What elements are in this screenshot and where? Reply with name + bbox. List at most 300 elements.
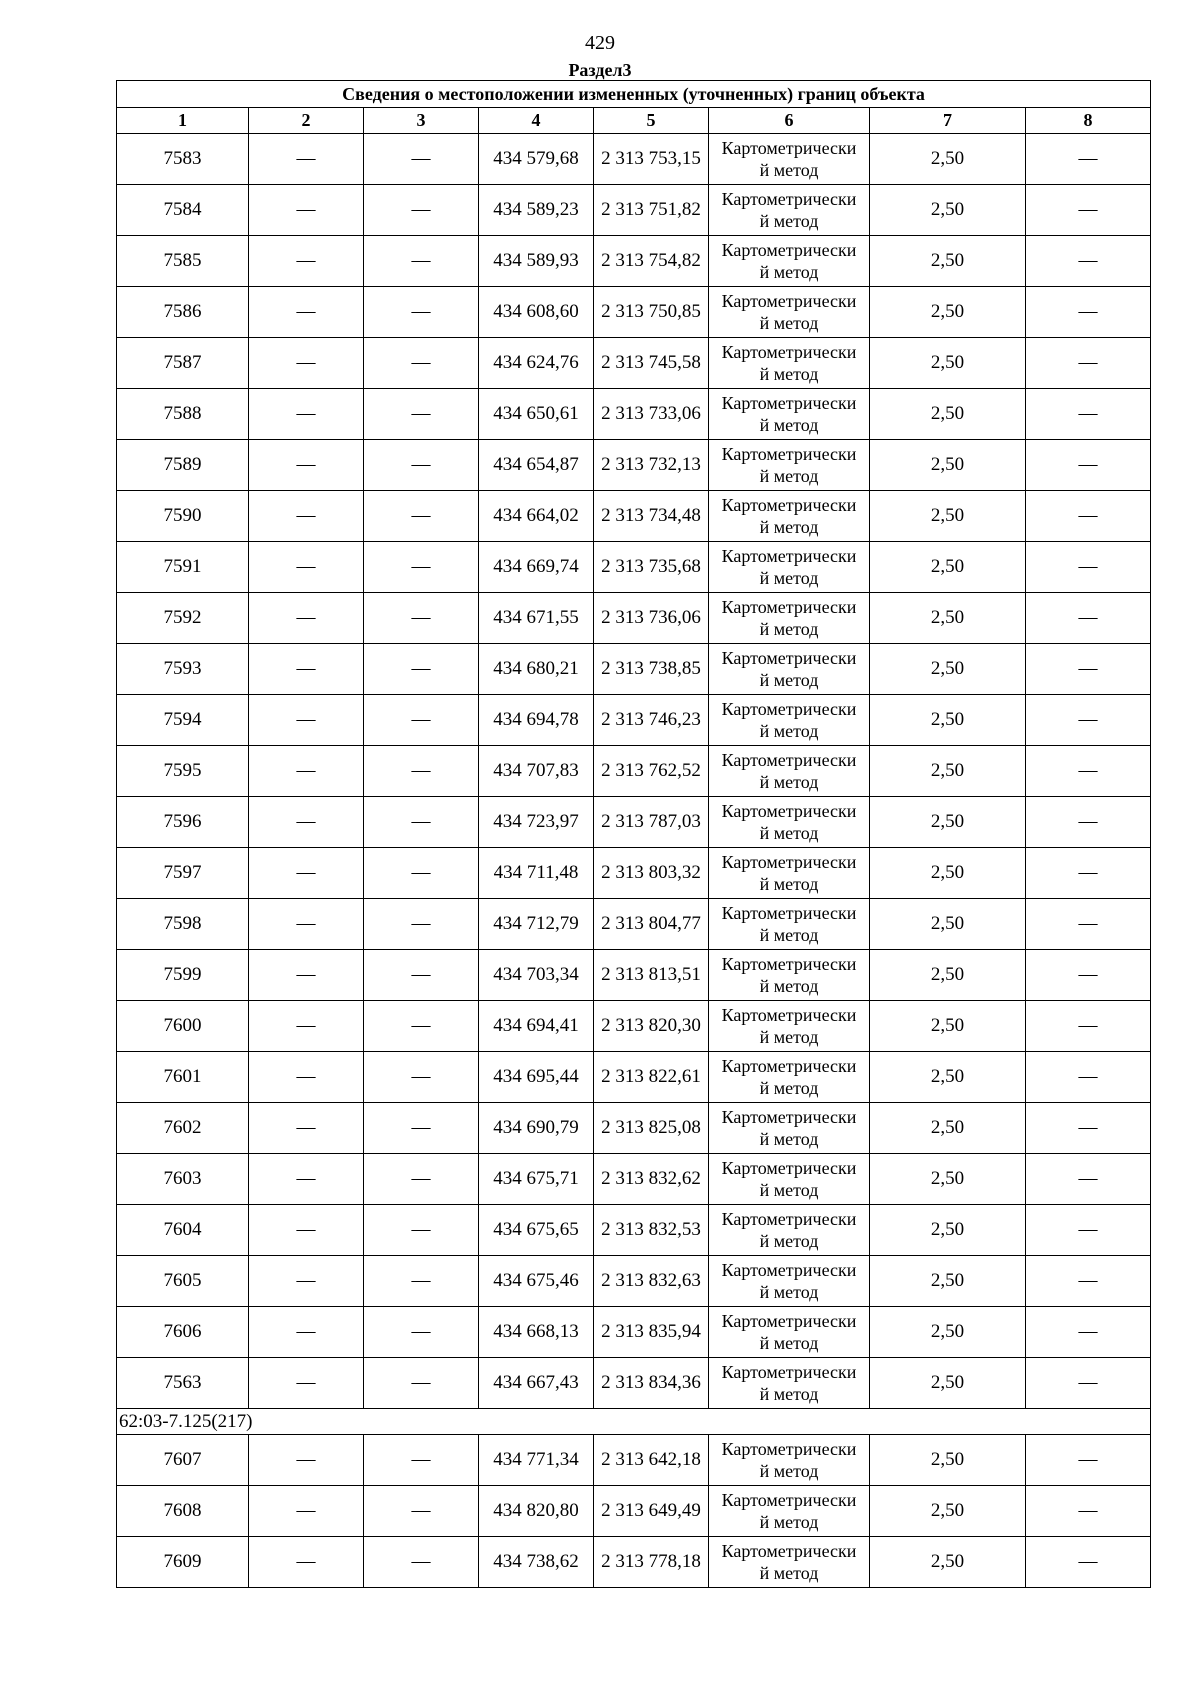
accuracy-cell: 2,50: [870, 797, 1026, 848]
table-row: [117, 287, 1151, 338]
method-line-1: Картометрически: [721, 189, 857, 209]
y-coordinate-cell: 2 313 803,32: [594, 848, 709, 899]
table-row: [117, 1256, 1151, 1307]
x-coordinate-cell: 434 579,68: [479, 134, 594, 185]
accuracy-cell: 2,50: [870, 1537, 1026, 1588]
col2-cell: —: [249, 1358, 364, 1409]
x-coordinate-cell: 434 680,21: [479, 644, 594, 695]
col8-cell: —: [1026, 1103, 1151, 1154]
method-line-2: й метод: [759, 823, 819, 843]
point-number-cell: 7587: [117, 338, 249, 389]
y-coordinate-cell: 2 313 754,82: [594, 236, 709, 287]
method-cell: [709, 1307, 870, 1358]
col8-cell: —: [1026, 1205, 1151, 1256]
table-row: [117, 593, 1151, 644]
y-coordinate-cell: 2 313 734,48: [594, 491, 709, 542]
col2-cell: —: [249, 542, 364, 593]
method-line-1: Картометрически: [721, 1107, 857, 1127]
table-row: [117, 1307, 1151, 1358]
col3-cell: —: [364, 848, 479, 899]
x-coordinate-cell: 434 624,76: [479, 338, 594, 389]
point-number-cell: 7596: [117, 797, 249, 848]
col2-cell: —: [249, 1205, 364, 1256]
point-number-cell: 7609: [117, 1537, 249, 1588]
method-line-1: Картометрически: [721, 495, 857, 515]
accuracy-cell: 2,50: [870, 1103, 1026, 1154]
column-header: 1: [117, 108, 249, 134]
col2-cell: —: [249, 1307, 364, 1358]
method-cell: [709, 1358, 870, 1409]
method-line-1: Картометрически: [721, 954, 857, 974]
point-number-cell: 7598: [117, 899, 249, 950]
col8-cell: —: [1026, 1052, 1151, 1103]
col8-cell: —: [1026, 848, 1151, 899]
y-coordinate-cell: 2 313 825,08: [594, 1103, 709, 1154]
accuracy-cell: 2,50: [870, 491, 1026, 542]
table-row: [117, 1486, 1151, 1537]
method-cell: [709, 1486, 870, 1537]
col8-cell: —: [1026, 950, 1151, 1001]
accuracy-cell: 2,50: [870, 695, 1026, 746]
col2-cell: —: [249, 185, 364, 236]
col3-cell: —: [364, 1103, 479, 1154]
col2-cell: —: [249, 1052, 364, 1103]
accuracy-cell: 2,50: [870, 134, 1026, 185]
x-coordinate-cell: 434 589,93: [479, 236, 594, 287]
y-coordinate-cell: 2 313 822,61: [594, 1052, 709, 1103]
point-number-cell: 7599: [117, 950, 249, 1001]
method-line-1: Картометрически: [721, 1158, 857, 1178]
method-line-1: Картометрически: [721, 597, 857, 617]
point-number-cell: 7563: [117, 1358, 249, 1409]
table-row: [117, 338, 1151, 389]
method-line-1: Картометрически: [721, 546, 857, 566]
method-line-2: й метод: [759, 1078, 819, 1098]
method-cell: [709, 695, 870, 746]
method-cell: [709, 236, 870, 287]
col2-cell: —: [249, 746, 364, 797]
col3-cell: —: [364, 389, 479, 440]
method-line-1: Картометрически: [721, 240, 857, 260]
group-row: [117, 1409, 1151, 1435]
accuracy-cell: 2,50: [870, 1205, 1026, 1256]
method-line-2: й метод: [759, 1231, 819, 1251]
method-line-2: й метод: [759, 364, 819, 384]
method-line-1: Картометрически: [721, 444, 857, 464]
column-header: 8: [1026, 108, 1151, 134]
column-header: 6: [709, 108, 870, 134]
y-coordinate-cell: 2 313 642,18: [594, 1435, 709, 1486]
col3-cell: —: [364, 185, 479, 236]
table-row: [117, 746, 1151, 797]
col3-cell: —: [364, 1001, 479, 1052]
method-cell: [709, 389, 870, 440]
x-coordinate-cell: 434 668,13: [479, 1307, 594, 1358]
method-cell: [709, 950, 870, 1001]
x-coordinate-cell: 434 703,34: [479, 950, 594, 1001]
y-coordinate-cell: 2 313 762,52: [594, 746, 709, 797]
method-cell: [709, 440, 870, 491]
x-coordinate-cell: 434 671,55: [479, 593, 594, 644]
point-number-cell: 7583: [117, 134, 249, 185]
table-row: [117, 899, 1151, 950]
table-row: [117, 491, 1151, 542]
x-coordinate-cell: 434 589,23: [479, 185, 594, 236]
table-row: [117, 185, 1151, 236]
y-coordinate-cell: 2 313 820,30: [594, 1001, 709, 1052]
accuracy-cell: 2,50: [870, 899, 1026, 950]
method-cell: [709, 134, 870, 185]
method-line-1: Картометрически: [721, 291, 857, 311]
method-line-1: Картометрически: [721, 1439, 857, 1459]
col3-cell: —: [364, 1256, 479, 1307]
column-header: 2: [249, 108, 364, 134]
col8-cell: —: [1026, 1537, 1151, 1588]
accuracy-cell: 2,50: [870, 950, 1026, 1001]
col8-cell: —: [1026, 338, 1151, 389]
col8-cell: —: [1026, 440, 1151, 491]
accuracy-cell: 2,50: [870, 338, 1026, 389]
y-coordinate-cell: 2 313 835,94: [594, 1307, 709, 1358]
accuracy-cell: 2,50: [870, 185, 1026, 236]
table-caption-row: [117, 81, 1151, 108]
col2-cell: —: [249, 848, 364, 899]
table-row: [117, 1205, 1151, 1256]
y-coordinate-cell: 2 313 735,68: [594, 542, 709, 593]
x-coordinate-cell: 434 664,02: [479, 491, 594, 542]
col3-cell: —: [364, 644, 479, 695]
point-number-cell: 7597: [117, 848, 249, 899]
x-coordinate-cell: 434 820,80: [479, 1486, 594, 1537]
method-line-1: Картометрически: [721, 1260, 857, 1280]
method-line-2: й метод: [759, 211, 819, 231]
point-number-cell: 7591: [117, 542, 249, 593]
col3-cell: —: [364, 440, 479, 491]
table-row: [117, 134, 1151, 185]
method-line-2: й метод: [759, 1282, 819, 1302]
method-line-2: й метод: [759, 976, 819, 996]
point-number-cell: 7604: [117, 1205, 249, 1256]
col2-cell: —: [249, 1256, 364, 1307]
method-line-2: й метод: [759, 721, 819, 741]
method-cell: [709, 185, 870, 236]
col3-cell: —: [364, 287, 479, 338]
method-line-2: й метод: [759, 1461, 819, 1481]
method-cell: [709, 287, 870, 338]
method-line-1: Картометрически: [721, 342, 857, 362]
col8-cell: —: [1026, 899, 1151, 950]
method-line-1: Картометрически: [721, 903, 857, 923]
col3-cell: —: [364, 338, 479, 389]
x-coordinate-cell: 434 650,61: [479, 389, 594, 440]
y-coordinate-cell: 2 313 751,82: [594, 185, 709, 236]
table-row: [117, 695, 1151, 746]
col2-cell: —: [249, 1537, 364, 1588]
column-header: 3: [364, 108, 479, 134]
method-line-2: й метод: [759, 517, 819, 537]
col2-cell: —: [249, 134, 364, 185]
col2-cell: —: [249, 1001, 364, 1052]
x-coordinate-cell: 434 712,79: [479, 899, 594, 950]
col3-cell: —: [364, 1052, 479, 1103]
point-number-cell: 7584: [117, 185, 249, 236]
method-line-2: й метод: [759, 160, 819, 180]
col2-cell: —: [249, 1486, 364, 1537]
y-coordinate-cell: 2 313 733,06: [594, 389, 709, 440]
col2-cell: —: [249, 1154, 364, 1205]
method-line-2: й метод: [759, 772, 819, 792]
table-row: [117, 1537, 1151, 1588]
col8-cell: —: [1026, 236, 1151, 287]
accuracy-cell: 2,50: [870, 848, 1026, 899]
method-line-1: Картометрически: [721, 1005, 857, 1025]
table-row: [117, 848, 1151, 899]
col2-cell: —: [249, 338, 364, 389]
method-cell: [709, 746, 870, 797]
col3-cell: —: [364, 1358, 479, 1409]
point-number-cell: 7602: [117, 1103, 249, 1154]
point-number-cell: 7595: [117, 746, 249, 797]
x-coordinate-cell: 434 711,48: [479, 848, 594, 899]
col3-cell: —: [364, 1307, 479, 1358]
x-coordinate-cell: 434 675,71: [479, 1154, 594, 1205]
x-coordinate-cell: 434 738,62: [479, 1537, 594, 1588]
x-coordinate-cell: 434 675,65: [479, 1205, 594, 1256]
method-line-1: Картометрически: [721, 699, 857, 719]
boundary-table: [116, 80, 1151, 1588]
method-line-1: Картометрически: [721, 1311, 857, 1331]
method-line-2: й метод: [759, 1563, 819, 1583]
x-coordinate-cell: 434 667,43: [479, 1358, 594, 1409]
table-row: [117, 440, 1151, 491]
col2-cell: —: [249, 1435, 364, 1486]
method-line-1: Картометрически: [721, 1056, 857, 1076]
col8-cell: —: [1026, 287, 1151, 338]
point-number-cell: 7586: [117, 287, 249, 338]
col8-cell: —: [1026, 185, 1151, 236]
col2-cell: —: [249, 389, 364, 440]
method-line-2: й метод: [759, 415, 819, 435]
method-line-1: Картометрически: [721, 852, 857, 872]
table-row: [117, 236, 1151, 287]
method-line-2: й метод: [759, 1512, 819, 1532]
table-row: [117, 1052, 1151, 1103]
y-coordinate-cell: 2 313 832,53: [594, 1205, 709, 1256]
method-line-2: й метод: [759, 1129, 819, 1149]
y-coordinate-cell: 2 313 804,77: [594, 899, 709, 950]
accuracy-cell: 2,50: [870, 1001, 1026, 1052]
col2-cell: —: [249, 899, 364, 950]
col8-cell: —: [1026, 542, 1151, 593]
method-line-2: й метод: [759, 568, 819, 588]
col2-cell: —: [249, 440, 364, 491]
method-line-2: й метод: [759, 1180, 819, 1200]
method-cell: [709, 899, 870, 950]
y-coordinate-cell: 2 313 746,23: [594, 695, 709, 746]
col3-cell: —: [364, 797, 479, 848]
col8-cell: —: [1026, 593, 1151, 644]
method-cell: [709, 593, 870, 644]
method-cell: [709, 1103, 870, 1154]
point-number-cell: 7600: [117, 1001, 249, 1052]
col3-cell: —: [364, 1154, 479, 1205]
method-line-2: й метод: [759, 925, 819, 945]
col2-cell: —: [249, 797, 364, 848]
table-body: [117, 134, 1151, 1588]
x-coordinate-cell: 434 707,83: [479, 746, 594, 797]
col2-cell: —: [249, 236, 364, 287]
col3-cell: —: [364, 491, 479, 542]
method-line-2: й метод: [759, 1384, 819, 1404]
method-line-2: й метод: [759, 874, 819, 894]
accuracy-cell: 2,50: [870, 287, 1026, 338]
method-line-1: Картометрически: [721, 393, 857, 413]
col8-cell: —: [1026, 1001, 1151, 1052]
method-line-1: Картометрически: [721, 1541, 857, 1561]
x-coordinate-cell: 434 694,41: [479, 1001, 594, 1052]
accuracy-cell: 2,50: [870, 1358, 1026, 1409]
table-row: [117, 1435, 1151, 1486]
col8-cell: —: [1026, 1435, 1151, 1486]
method-line-2: й метод: [759, 1027, 819, 1047]
col8-cell: —: [1026, 797, 1151, 848]
col2-cell: —: [249, 950, 364, 1001]
column-header: 5: [594, 108, 709, 134]
col3-cell: —: [364, 593, 479, 644]
col3-cell: —: [364, 542, 479, 593]
point-number-cell: 7585: [117, 236, 249, 287]
method-line-1: Картометрически: [721, 750, 857, 770]
y-coordinate-cell: 2 313 736,06: [594, 593, 709, 644]
col8-cell: —: [1026, 644, 1151, 695]
col3-cell: —: [364, 236, 479, 287]
method-cell: [709, 1154, 870, 1205]
col3-cell: —: [364, 746, 479, 797]
x-coordinate-cell: 434 723,97: [479, 797, 594, 848]
accuracy-cell: 2,50: [870, 1256, 1026, 1307]
method-line-2: й метод: [759, 670, 819, 690]
col8-cell: —: [1026, 746, 1151, 797]
page-number: 429: [585, 32, 615, 54]
accuracy-cell: 2,50: [870, 746, 1026, 797]
point-number-cell: 7590: [117, 491, 249, 542]
col8-cell: —: [1026, 389, 1151, 440]
section-title: Раздел3: [568, 60, 632, 80]
method-cell: [709, 1435, 870, 1486]
method-cell: [709, 1256, 870, 1307]
method-cell: [709, 644, 870, 695]
col3-cell: —: [364, 695, 479, 746]
accuracy-cell: 2,50: [870, 1154, 1026, 1205]
method-line-1: Картометрически: [721, 1362, 857, 1382]
x-coordinate-cell: 434 654,87: [479, 440, 594, 491]
point-number-cell: 7603: [117, 1154, 249, 1205]
method-line-2: й метод: [759, 1333, 819, 1353]
column-header: 7: [870, 108, 1026, 134]
point-number-cell: 7608: [117, 1486, 249, 1537]
col8-cell: —: [1026, 695, 1151, 746]
accuracy-cell: 2,50: [870, 1307, 1026, 1358]
col8-cell: —: [1026, 491, 1151, 542]
col8-cell: —: [1026, 1256, 1151, 1307]
x-coordinate-cell: 434 771,34: [479, 1435, 594, 1486]
method-cell: [709, 542, 870, 593]
col2-cell: —: [249, 644, 364, 695]
method-cell: [709, 491, 870, 542]
point-number-cell: 7593: [117, 644, 249, 695]
method-cell: [709, 1001, 870, 1052]
y-coordinate-cell: 2 313 732,13: [594, 440, 709, 491]
col8-cell: —: [1026, 1154, 1151, 1205]
col2-cell: —: [249, 593, 364, 644]
point-number-cell: 7601: [117, 1052, 249, 1103]
table-row: [117, 644, 1151, 695]
method-cell: [709, 1052, 870, 1103]
x-coordinate-cell: 434 695,44: [479, 1052, 594, 1103]
y-coordinate-cell: 2 313 834,36: [594, 1358, 709, 1409]
method-line-1: Картометрически: [721, 1490, 857, 1510]
accuracy-cell: 2,50: [870, 1052, 1026, 1103]
method-line-2: й метод: [759, 313, 819, 333]
col8-cell: —: [1026, 134, 1151, 185]
method-line-2: й метод: [759, 262, 819, 282]
y-coordinate-cell: 2 313 738,85: [594, 644, 709, 695]
point-number-cell: 7605: [117, 1256, 249, 1307]
col3-cell: —: [364, 1205, 479, 1256]
accuracy-cell: 2,50: [870, 236, 1026, 287]
y-coordinate-cell: 2 313 649,49: [594, 1486, 709, 1537]
col2-cell: —: [249, 287, 364, 338]
accuracy-cell: 2,50: [870, 644, 1026, 695]
accuracy-cell: 2,50: [870, 1486, 1026, 1537]
method-cell: [709, 1537, 870, 1588]
col3-cell: —: [364, 134, 479, 185]
table-caption: Сведения о местоположении измененных (уточненных) границ объекта: [117, 81, 1151, 108]
method-line-1: Картометрически: [721, 138, 857, 158]
table-row: [117, 1103, 1151, 1154]
col2-cell: —: [249, 1103, 364, 1154]
x-coordinate-cell: 434 608,60: [479, 287, 594, 338]
point-number-cell: 7607: [117, 1435, 249, 1486]
column-header: 4: [479, 108, 594, 134]
x-coordinate-cell: 434 694,78: [479, 695, 594, 746]
col3-cell: —: [364, 950, 479, 1001]
col2-cell: —: [249, 491, 364, 542]
point-number-cell: 7594: [117, 695, 249, 746]
accuracy-cell: 2,50: [870, 542, 1026, 593]
x-coordinate-cell: 434 675,46: [479, 1256, 594, 1307]
method-cell: [709, 338, 870, 389]
col8-cell: —: [1026, 1358, 1151, 1409]
accuracy-cell: 2,50: [870, 1435, 1026, 1486]
y-coordinate-cell: 2 313 832,62: [594, 1154, 709, 1205]
table-row: [117, 950, 1151, 1001]
col3-cell: —: [364, 899, 479, 950]
y-coordinate-cell: 2 313 813,51: [594, 950, 709, 1001]
col2-cell: —: [249, 695, 364, 746]
accuracy-cell: 2,50: [870, 593, 1026, 644]
method-line-1: Картометрически: [721, 801, 857, 821]
method-cell: [709, 848, 870, 899]
table-row: [117, 797, 1151, 848]
y-coordinate-cell: 2 313 750,85: [594, 287, 709, 338]
y-coordinate-cell: 2 313 778,18: [594, 1537, 709, 1588]
col3-cell: —: [364, 1537, 479, 1588]
table-row: [117, 1001, 1151, 1052]
x-coordinate-cell: 434 669,74: [479, 542, 594, 593]
table-row: [117, 1358, 1151, 1409]
method-line-2: й метод: [759, 466, 819, 486]
